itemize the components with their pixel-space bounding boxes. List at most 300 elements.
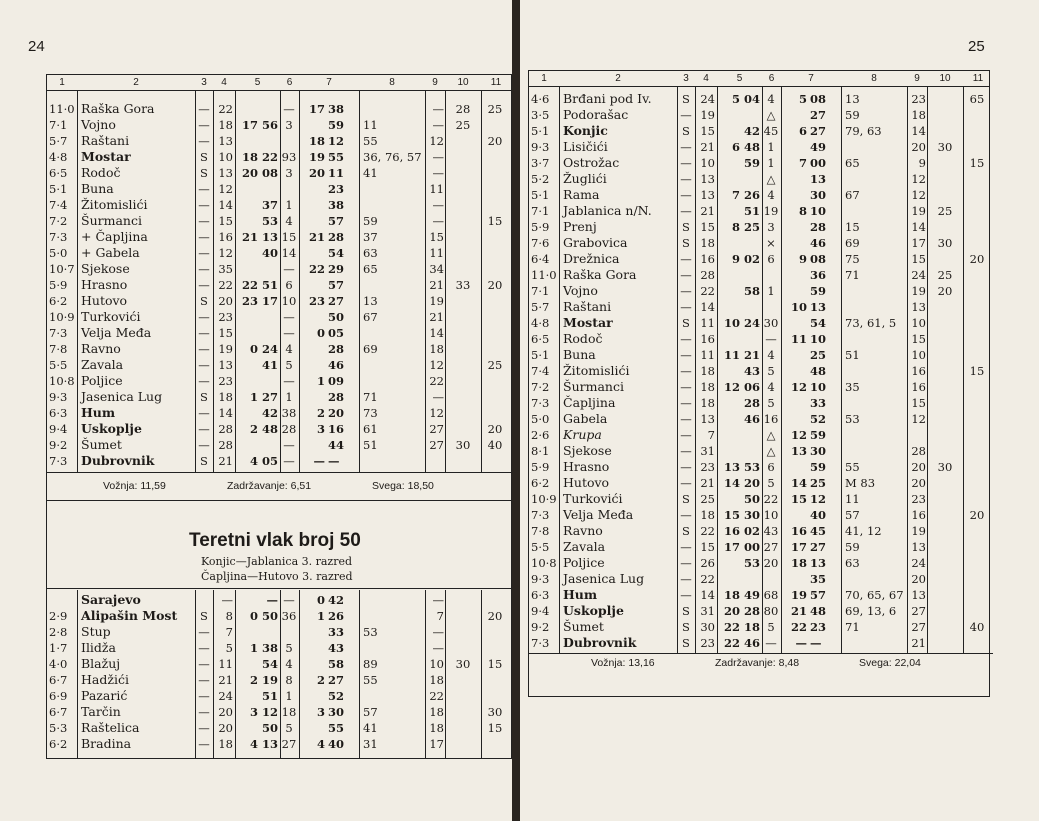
stop-flag: S [200, 294, 208, 308]
station-name: Jasenica Lug [81, 389, 163, 404]
run-time: 19 [218, 342, 233, 356]
stop-time: 4 [767, 380, 775, 394]
table-row [47, 197, 511, 213]
departure-minute: 48 [810, 604, 827, 618]
stop-flag: — [198, 230, 210, 244]
crossing-trains: 71 [845, 620, 860, 634]
crossing-trains: 57 [363, 705, 378, 719]
column-11: 20 [969, 508, 985, 522]
running-minutes: 20 [911, 460, 926, 474]
run-time: 15 [700, 124, 715, 138]
column-11: 65 [969, 92, 985, 106]
stop-flag: — [198, 262, 210, 276]
station-name: Buna [563, 347, 596, 362]
station-name: Uskoplje [81, 421, 142, 436]
column-rule [445, 91, 446, 472]
station-name: Stup [81, 624, 111, 639]
stop-time: 3 [285, 118, 293, 132]
stop-time: 4 [767, 92, 775, 106]
table-row [529, 267, 989, 283]
table-row [529, 235, 989, 251]
km-cell: 7·1 [49, 118, 68, 132]
header-cell: 1 [59, 77, 65, 88]
departure-hour: 3 [316, 705, 325, 719]
running-minutes: 13 [911, 540, 926, 554]
run-time: — [221, 593, 233, 607]
run-time: 13 [700, 412, 715, 426]
stop-flag: — [198, 641, 210, 655]
run-time: 22 [700, 524, 715, 538]
stop-flag: — [680, 204, 692, 218]
station-name: Mostar [563, 315, 613, 330]
departure-minute: 54 [810, 316, 827, 330]
crossing-trains: 67 [363, 310, 378, 324]
table-row [47, 592, 511, 608]
km-cell: 5·5 [49, 358, 68, 372]
crossing-trains: M 83 [845, 476, 876, 490]
crossing-trains: 35 [845, 380, 860, 394]
column-11: 40 [969, 620, 985, 634]
table-row [529, 251, 989, 267]
run-time: 18 [700, 508, 715, 522]
crossing-trains: 51 [363, 438, 378, 452]
station-name: Sarajevo [81, 592, 141, 607]
running-minutes: 13 [911, 588, 926, 602]
stop-flag: S [682, 604, 690, 618]
stop-flag: — [198, 246, 210, 260]
stop-flag: S [682, 220, 690, 234]
table-row [47, 688, 511, 704]
table-row [47, 261, 511, 277]
run-time: 23 [700, 460, 715, 474]
crossing-trains: 31 [363, 737, 378, 751]
km-cell: 6·5 [49, 166, 68, 180]
crossing-trains: 37 [363, 230, 378, 244]
column-10: 28 [455, 102, 471, 116]
km-cell: 5·3 [49, 721, 68, 735]
departure-hour: 6 [798, 124, 807, 138]
running-minutes: 21 [429, 310, 444, 324]
km-cell: 3·7 [531, 156, 550, 170]
table-row [529, 507, 989, 523]
column-rule [299, 91, 300, 472]
freight-subtitle-2: Čapljina—Hutovo 3. razred [201, 570, 353, 583]
header-cell: 1 [541, 73, 547, 84]
stop-time: 1 [767, 284, 775, 298]
crossing-trains: 55 [363, 134, 378, 148]
departure-minute: 26 [328, 609, 345, 623]
departure-hour: 10 [790, 300, 807, 314]
departure-hour: 18 [790, 556, 807, 570]
table-row [529, 411, 989, 427]
running-minutes: 21 [429, 278, 444, 292]
running-minutes: 14 [911, 220, 926, 234]
run-time: 12 [218, 246, 233, 260]
arrival-time: 3 12 [249, 705, 278, 719]
header-cell: 10 [939, 73, 951, 84]
arrival-time: 0 50 [249, 609, 278, 623]
stop-flag: S [682, 236, 690, 250]
station-name: Buna [81, 181, 114, 196]
running-minutes: — [432, 150, 444, 164]
run-time: 28 [218, 438, 233, 452]
arrival-time: 41 [261, 358, 278, 372]
stop-time: 68 [763, 588, 779, 602]
running-minutes: — [432, 390, 444, 404]
station-name: Drežnica [563, 251, 620, 266]
station-name: Dubrovnik [563, 635, 637, 650]
table-row [529, 363, 989, 379]
departure-hour: 18 [308, 134, 325, 148]
stop-time: — [283, 374, 295, 388]
column-rule [195, 91, 196, 472]
table-row [47, 117, 511, 133]
departure-hour: 4 [316, 737, 325, 751]
stop-flag: — [680, 268, 692, 282]
departure-minute: 13 [810, 556, 827, 570]
column-10: 20 [937, 284, 953, 298]
km-cell: 5·0 [531, 412, 550, 426]
stop-flag: — [680, 556, 692, 570]
stop-time: 10 [281, 294, 297, 308]
stop-flag: S [200, 150, 208, 164]
station-name: Podorašac [563, 107, 629, 122]
header-cell: 7 [808, 73, 814, 84]
stop-flag: — [198, 198, 210, 212]
station-name: Žitomislići [563, 363, 630, 378]
run-time: 16 [218, 230, 233, 244]
stop-flag: S [682, 492, 690, 506]
stop-flag: — [198, 102, 210, 116]
stop-flag: — [198, 689, 210, 703]
run-time: 13 [700, 172, 715, 186]
stop-flag: — [680, 588, 692, 602]
run-time: 15 [700, 540, 715, 554]
running-minutes: 19 [429, 294, 444, 308]
crossing-trains: 41 [363, 166, 378, 180]
arrival-time: 18 49 [723, 588, 760, 602]
stop-time: 4 [285, 342, 293, 356]
departure-hour: 0 [316, 326, 325, 340]
stop-flag: — [680, 508, 692, 522]
running-minutes: 18 [429, 705, 444, 719]
stop-flag: — [680, 444, 692, 458]
km-cell: 4·8 [531, 316, 550, 330]
table-header [47, 75, 511, 91]
stop-time: 4 [285, 214, 293, 228]
arrival-time: — [266, 593, 278, 607]
stop-time: △ [766, 428, 776, 442]
stop-flag: — [680, 252, 692, 266]
station-name: Žuglići [563, 171, 607, 186]
freight-subtitle-1: Konjic—Jablanica 3. razred [201, 555, 353, 568]
arrival-time: 20 08 [241, 166, 278, 180]
run-time: 11 [700, 348, 715, 362]
table-row [529, 443, 989, 459]
km-cell: 6·2 [531, 476, 550, 490]
run-time: 13 [218, 358, 233, 372]
station-name: Dubrovnik [81, 453, 155, 468]
departure-minute: 10 [810, 332, 827, 346]
header-cell: 3 [201, 77, 207, 88]
km-cell: 5·0 [49, 246, 68, 260]
running-minutes: 24 [911, 268, 926, 282]
station-name: Alipašin Most [81, 608, 178, 623]
departure-hour: 17 [790, 540, 807, 554]
station-name: Velja Međa [563, 507, 634, 522]
station-name: Sjekose [81, 261, 130, 276]
departure-minute: 08 [810, 92, 827, 106]
departure-minute: 57 [810, 588, 827, 602]
column-10: 30 [937, 460, 953, 474]
column-10: 30 [455, 438, 471, 452]
crossing-trains: 53 [363, 625, 378, 639]
arrival-time: 4 13 [249, 737, 278, 751]
stop-time: 8 [285, 673, 293, 687]
run-time: 28 [218, 422, 233, 436]
table-row [529, 347, 989, 363]
crossing-trains: 41 [363, 721, 378, 735]
column-10: 25 [937, 204, 953, 218]
run-time: 14 [218, 406, 233, 420]
run-time: 15 [218, 326, 233, 340]
column-11: 15 [487, 721, 503, 735]
column-rule [77, 91, 78, 472]
run-time: 18 [218, 737, 233, 751]
running-minutes: 27 [429, 422, 444, 436]
arrival-time: 42 [743, 124, 760, 138]
header-cell: 4 [703, 73, 709, 84]
header-cell: 8 [871, 73, 877, 84]
table-row [47, 165, 511, 181]
departure-hour: 17 [308, 102, 325, 116]
km-cell: 8·1 [531, 444, 550, 458]
departure-minute: 13 [810, 172, 827, 186]
km-cell: 1·7 [49, 641, 68, 655]
running-minutes: 14 [429, 326, 444, 340]
table-row [47, 133, 511, 149]
stop-flag: — [680, 412, 692, 426]
station-name: Raška Gora [81, 101, 155, 116]
stop-flag: — [680, 348, 692, 362]
departure-minute: 59 [810, 460, 827, 474]
crossing-trains: 55 [845, 460, 860, 474]
crossing-trains: 53 [845, 412, 860, 426]
run-time: 21 [218, 454, 233, 468]
arrival-time: 20 28 [723, 604, 760, 618]
run-time: 20 [218, 294, 233, 308]
stop-time: 6 [767, 460, 775, 474]
arrival-time: 51 [743, 204, 760, 218]
running-minutes: 20 [911, 140, 926, 154]
departure-minute: 42 [328, 593, 345, 607]
stop-time: 18 [281, 705, 297, 719]
table-row [529, 331, 989, 347]
run-time: 14 [700, 588, 715, 602]
stop-time: — [765, 332, 777, 346]
running-minutes: — [432, 214, 444, 228]
stop-flag: — [198, 134, 210, 148]
km-cell: 5·2 [531, 172, 550, 186]
departure-minute: 59 [810, 428, 827, 442]
station-name: Pazarić [81, 688, 128, 703]
departure-minute: 49 [810, 140, 827, 154]
departure-minute: 12 [810, 492, 827, 506]
table-row [529, 539, 989, 555]
stop-time: 5 [767, 476, 775, 490]
arrival-time: 12 06 [723, 380, 760, 394]
run-time: 28 [700, 268, 715, 282]
table-row [47, 437, 511, 453]
stop-flag: — [680, 380, 692, 394]
departure-hour: 9 [798, 252, 807, 266]
km-cell: 6·4 [531, 252, 550, 266]
crossing-trains: 71 [363, 390, 378, 404]
stop-flag: — [680, 332, 692, 346]
header-cell: 3 [683, 73, 689, 84]
departure-minute: 00 [810, 156, 827, 170]
km-cell: 7·3 [531, 636, 550, 650]
table-row [47, 624, 511, 640]
running-minutes: 34 [429, 262, 444, 276]
crossing-trains: 70, 65, 67 [845, 588, 904, 602]
stop-flag: — [198, 673, 210, 687]
table-row [47, 357, 511, 373]
summary-svega: Svega: 18,50 [372, 480, 434, 492]
km-cell: 7·8 [531, 524, 550, 538]
crossing-trains: 65 [363, 262, 378, 276]
stop-flag: — [680, 540, 692, 554]
running-minutes: 18 [429, 673, 444, 687]
km-cell: 9·3 [531, 140, 550, 154]
station-name: Zavala [563, 539, 606, 554]
separator [529, 653, 993, 654]
running-minutes: 19 [911, 284, 926, 298]
running-minutes: — [432, 198, 444, 212]
station-name: Žitomislići [81, 197, 148, 212]
header-cell: 2 [133, 77, 139, 88]
crossing-trains: 59 [845, 108, 860, 122]
departure-minute: 16 [328, 422, 345, 436]
arrival-time: 22 46 [723, 636, 760, 650]
departure-minute: 09 [328, 374, 345, 388]
stop-time: 5 [767, 620, 775, 634]
stop-flag: — [198, 374, 210, 388]
arrival-time: 6 48 [731, 140, 760, 154]
crossing-trains: 69, 13, 6 [845, 604, 897, 618]
station-name: Rodoč [563, 331, 603, 346]
running-minutes: 18 [429, 721, 444, 735]
table-row [529, 491, 989, 507]
departure-minute: 30 [810, 188, 827, 202]
stop-time: 5 [767, 396, 775, 410]
departure-hour: 13 [790, 444, 807, 458]
stop-time: 4 [285, 657, 293, 671]
station-name: Uskoplje [563, 603, 624, 618]
km-cell: 10·9 [49, 310, 75, 324]
stop-flag: — [198, 705, 210, 719]
run-time: 16 [700, 332, 715, 346]
arrival-time: 58 [743, 284, 760, 298]
stop-time: 38 [281, 406, 297, 420]
departure-minute: 12 [328, 134, 345, 148]
stop-flag: — [198, 342, 210, 356]
right-page [520, 0, 1039, 821]
column-rule [907, 87, 908, 653]
departure-minute: 48 [810, 364, 827, 378]
table-row [47, 229, 511, 245]
running-minutes: 27 [911, 604, 926, 618]
departure-hour: — [795, 636, 807, 650]
stop-time: — [283, 593, 295, 607]
crossing-trains: 73, 61, 5 [845, 316, 897, 330]
departure-minute: 27 [328, 673, 345, 687]
stop-flag: — [198, 406, 210, 420]
departure-hour: 3 [316, 422, 325, 436]
km-cell: 9·2 [531, 620, 550, 634]
station-name: Poljice [563, 555, 605, 570]
page-number-left: 24 [28, 38, 45, 55]
departure-hour: 12 [790, 428, 807, 442]
header-cell: 8 [389, 77, 395, 88]
crossing-trains: 55 [363, 673, 378, 687]
stop-flag: S [200, 454, 208, 468]
table-row [47, 245, 511, 261]
km-cell: 4·0 [49, 657, 68, 671]
stop-flag: — [680, 140, 692, 154]
departure-minute: 35 [810, 572, 827, 586]
run-time: 10 [218, 150, 233, 164]
column-11: 20 [487, 422, 503, 436]
departure-minute: — [810, 636, 822, 650]
km-cell: 5·1 [49, 182, 68, 196]
column-rule [841, 87, 842, 653]
arrival-time: 16 02 [723, 524, 760, 538]
departure-minute: 45 [810, 524, 827, 538]
arrival-time: 8 25 [731, 220, 760, 234]
km-cell: 6·5 [531, 332, 550, 346]
stop-flag: — [198, 657, 210, 671]
running-minutes: — [432, 166, 444, 180]
station-name: Hrasno [563, 459, 610, 474]
km-cell: 5·1 [531, 188, 550, 202]
running-minutes: 22 [429, 689, 444, 703]
station-name: Hum [563, 587, 598, 602]
table-row [529, 315, 989, 331]
stop-time: 5 [285, 641, 293, 655]
km-cell: 7·3 [49, 230, 68, 244]
stop-time: 6 [285, 278, 293, 292]
km-cell: 5·9 [531, 460, 550, 474]
table-row [529, 459, 989, 475]
table-row [47, 608, 511, 624]
running-minutes: 17 [429, 737, 444, 751]
running-minutes: 24 [911, 556, 926, 570]
arrival-time: 40 [261, 246, 278, 260]
departure-minute: 20 [328, 406, 345, 420]
running-minutes: 12 [911, 188, 926, 202]
arrival-time: 14 20 [723, 476, 760, 490]
stop-flag: — [680, 108, 692, 122]
km-cell: 7·4 [531, 364, 550, 378]
departure-minute: 38 [328, 198, 345, 212]
km-cell: 10·7 [49, 262, 75, 276]
station-name: Ravno [563, 523, 603, 538]
stop-flag: S [682, 316, 690, 330]
table-row [529, 571, 989, 587]
stop-time: 1 [285, 390, 293, 404]
header-cell: 2 [615, 73, 621, 84]
